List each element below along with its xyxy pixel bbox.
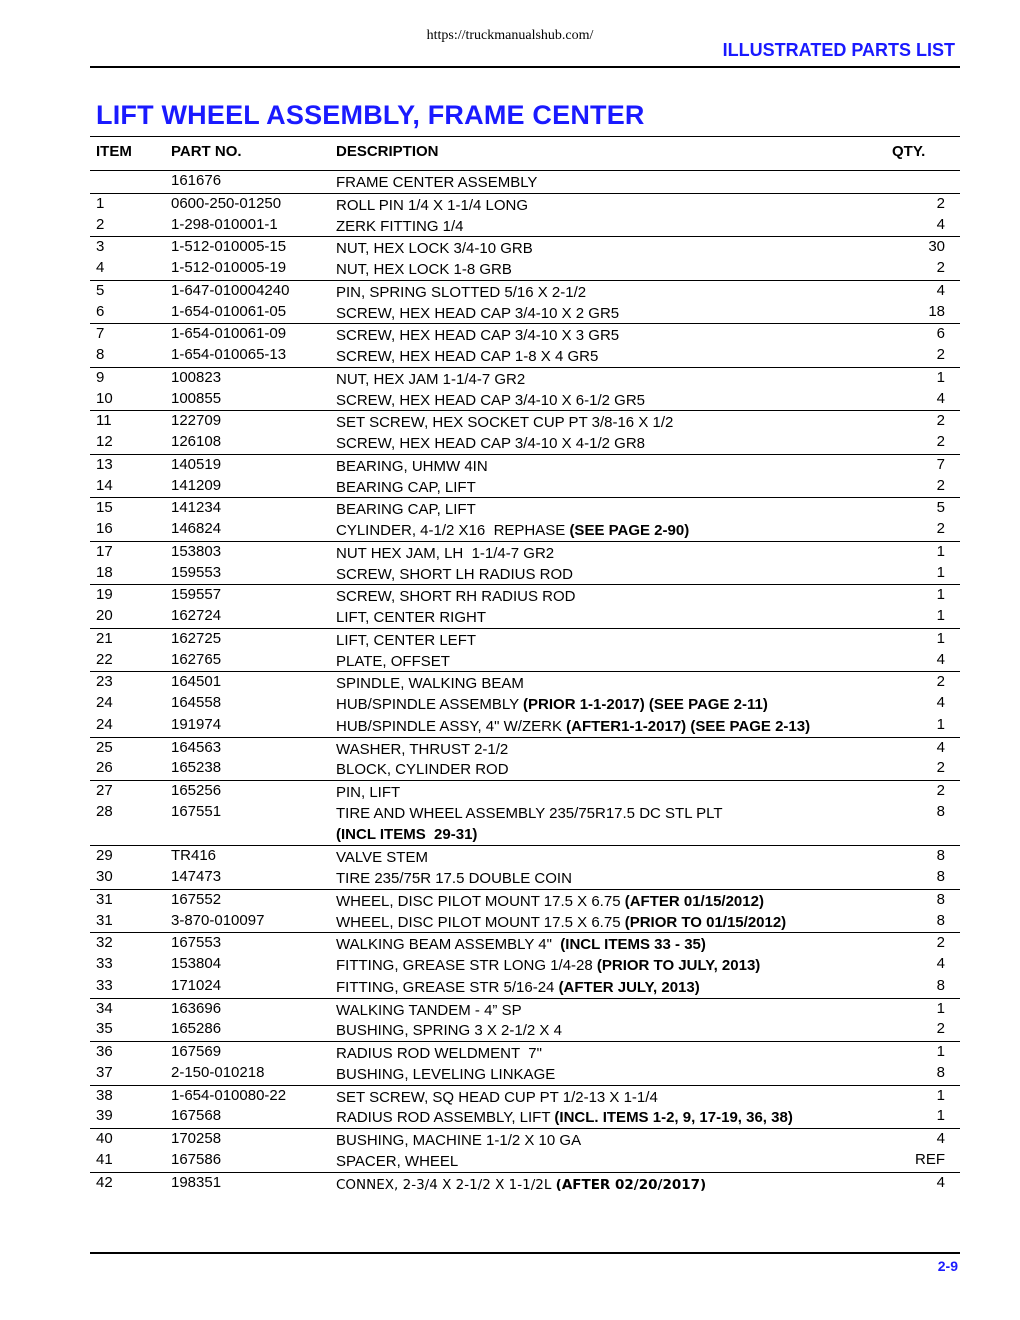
part-number: 198351 — [171, 1173, 222, 1191]
table-row — [90, 541, 960, 563]
quantity: 4 — [936, 1130, 945, 1147]
part-number: 171024 — [171, 976, 222, 994]
description-text: NUT, HEX JAM 1-1/4-7 GR2 — [336, 370, 526, 388]
item-number: 36 — [96, 1043, 113, 1060]
table-row — [90, 976, 960, 998]
quantity: 8 — [936, 847, 945, 865]
table-row — [90, 1085, 960, 1107]
table-row — [90, 911, 960, 933]
description-note: (AFTER 02/20/2017) — [555, 1176, 707, 1193]
quantity: 2 — [936, 346, 945, 363]
part-number: 159557 — [171, 586, 222, 604]
part-description — [336, 782, 906, 803]
part-number: 153803 — [171, 542, 222, 560]
description-note: (PRIOR TO 01/15/2012) — [624, 913, 787, 931]
description-text: SCREW, HEX HEAD CAP 1-8 X 4 GR5 — [336, 348, 599, 365]
item-number: 18 — [96, 563, 113, 581]
table-row — [90, 584, 960, 606]
column-headers — [96, 143, 960, 163]
quantity: 4 — [936, 281, 945, 299]
item-number: 24 — [96, 715, 113, 733]
table-row — [90, 454, 960, 476]
description-text: SCREW, HEX HEAD CAP 3/4-10 X 3 GR5 — [336, 327, 620, 345]
description-text: CYLINDER, 4-1/2 X16 REPHASE — [336, 522, 570, 539]
part-description — [336, 1000, 906, 1021]
part-number: 122709 — [171, 412, 222, 430]
table-row — [90, 1041, 960, 1063]
item-number: 28 — [96, 802, 113, 820]
table-row — [90, 715, 960, 737]
part-number: 167552 — [171, 890, 222, 908]
description-text: BUSHING, LEVELING LINKAGE — [336, 1065, 556, 1083]
page-title: LIFT WHEEL ASSEMBLY, FRAME CENTER — [96, 100, 645, 130]
part-description — [336, 282, 906, 303]
quantity: 8 — [936, 868, 945, 885]
description-text: PIN, LIFT — [336, 784, 401, 801]
part-description — [336, 1064, 906, 1085]
description-text: WALKING BEAM ASSEMBLY 4" — [336, 936, 561, 954]
part-number: 146824 — [171, 520, 222, 537]
description-text: LIFT, CENTER LEFT — [336, 631, 477, 649]
part-number: 0600-250-01250 — [171, 194, 282, 212]
description-text: BUSHING, SPRING 3 X 2-1/2 X 4 — [336, 1022, 562, 1040]
title-rule — [90, 136, 960, 137]
part-description — [336, 456, 906, 477]
table-row — [90, 1128, 960, 1150]
item-number: 20 — [96, 607, 113, 624]
description-text: WHEEL, DISC PILOT MOUNT 17.5 X 6.75 — [336, 913, 625, 931]
part-number: 1-654-010061-09 — [171, 325, 287, 343]
part-description — [336, 369, 906, 390]
description-text: BLOCK, CYLINDER ROD — [336, 761, 509, 779]
table-row — [90, 737, 960, 759]
description-text: FITTING, GREASE STR LONG 1/4-28 — [336, 957, 597, 974]
table-row — [90, 171, 960, 193]
table-row — [90, 258, 960, 280]
parts-table — [90, 171, 960, 1193]
item-number: 30 — [96, 868, 113, 885]
part-description — [336, 564, 906, 585]
quantity: 1 — [936, 563, 945, 581]
item-number: 33 — [96, 955, 113, 972]
part-number: 126108 — [171, 433, 222, 450]
part-description — [336, 477, 906, 498]
item-number: 5 — [96, 281, 105, 299]
item-number: 33 — [96, 976, 113, 994]
description-note: (INCL ITEMS 29-31) — [336, 825, 478, 843]
table-row — [90, 193, 960, 215]
quantity: 30 — [928, 238, 945, 256]
part-description — [336, 1107, 906, 1128]
part-description — [336, 1174, 906, 1196]
item-number: 16 — [96, 520, 113, 537]
part-description — [336, 891, 906, 912]
description-text: SET SCREW, HEX SOCKET CUP PT 3/8-16 X 1/2 — [336, 414, 674, 432]
item-number: 11 — [96, 412, 112, 430]
table-row — [90, 671, 960, 693]
part-description — [336, 977, 906, 998]
description-note: (AFTER1-1-2017) (SEE PAGE 2-13) — [566, 717, 811, 735]
part-description — [336, 868, 906, 889]
quantity: 1 — [936, 586, 945, 604]
item-number: 42 — [96, 1173, 113, 1191]
table-row — [90, 389, 960, 411]
table-row — [90, 780, 960, 802]
part-description — [336, 325, 906, 346]
quantity: 4 — [936, 650, 945, 668]
part-description — [336, 433, 906, 454]
description-text: TIRE 235/75R 17.5 DOUBLE COIN — [336, 870, 572, 887]
part-description — [336, 1130, 906, 1151]
part-number: 1-654-010080-22 — [171, 1086, 287, 1104]
part-number: 3-870-010097 — [171, 911, 265, 929]
item-number: 9 — [96, 368, 105, 386]
description-text: PIN, SPRING SLOTTED 5/16 X 2-1/2 — [336, 283, 587, 301]
description-text: WALKING TANDEM - 4” SP — [336, 1001, 522, 1019]
item-number: 19 — [96, 586, 113, 604]
source-url: https://truckmanualshub.com/ — [426, 28, 594, 43]
table-row — [90, 497, 960, 519]
item-number: 34 — [96, 999, 113, 1017]
part-description — [336, 520, 906, 541]
table-row — [90, 606, 960, 628]
description-text: BEARING CAP, LIFT — [336, 478, 476, 496]
description-text: SCREW, HEX HEAD CAP 3/4-10 X 6-1/2 GR5 — [336, 391, 646, 409]
table-row — [90, 693, 960, 715]
quantity: 2 — [936, 934, 945, 952]
page-number: 2-9 — [937, 1258, 958, 1274]
part-number: 162725 — [171, 629, 222, 647]
item-number: 23 — [96, 673, 113, 691]
quantity: 1 — [936, 1107, 945, 1125]
item-number: 2 — [96, 215, 105, 233]
part-number: 165286 — [171, 1020, 222, 1038]
quantity: 2 — [936, 782, 945, 799]
description-text: SCREW, SHORT LH RADIUS ROD — [336, 565, 573, 583]
part-description — [336, 630, 906, 651]
part-number: 161676 — [171, 172, 222, 189]
item-number: 7 — [96, 325, 105, 343]
description-text: BEARING CAP, LIFT — [336, 501, 476, 519]
table-row — [90, 236, 960, 258]
description-text: RADIUS ROD ASSEMBLY, LIFT — [336, 1109, 555, 1127]
quantity: 7 — [936, 455, 945, 473]
item-number: 4 — [96, 259, 105, 276]
table-row — [90, 302, 960, 324]
quantity: 2 — [936, 412, 945, 430]
item-number: 31 — [96, 911, 113, 929]
part-description — [336, 346, 906, 367]
table-row — [90, 1150, 960, 1172]
description-note: (SEE PAGE 2-90) — [569, 522, 690, 539]
description-text: WHEEL, DISC PILOT MOUNT 17.5 X 6.75 — [336, 892, 625, 910]
description-text: BUSHING, MACHINE 1-1/2 X 10 GA — [336, 1132, 582, 1149]
item-number: 3 — [96, 238, 105, 256]
quantity: 8 — [936, 802, 945, 820]
quantity: 2 — [936, 673, 945, 691]
quantity: 1 — [936, 999, 945, 1017]
quantity: 1 — [936, 542, 945, 560]
quantity: REF — [915, 1150, 945, 1168]
header-rule — [90, 66, 960, 68]
item-number: 13 — [96, 455, 113, 473]
quantity: 2 — [936, 759, 945, 777]
item-number: 27 — [96, 782, 113, 799]
part-description — [336, 172, 906, 193]
part-description — [336, 1020, 906, 1041]
footer-rule — [90, 1252, 960, 1254]
description-text: SCREW, HEX HEAD CAP 3/4-10 X 2 GR5 — [336, 304, 620, 322]
part-description — [336, 847, 906, 868]
item-number: 40 — [96, 1130, 113, 1147]
description-note: (INCL ITEMS 33 - 35) — [560, 936, 706, 954]
table-row — [90, 563, 960, 585]
table-row — [90, 802, 960, 846]
quantity: 2 — [936, 1020, 945, 1038]
part-description — [336, 651, 906, 672]
table-row — [90, 215, 960, 237]
item-number: 25 — [96, 738, 113, 756]
description-text: ROLL PIN 1/4 X 1-1/4 LONG — [336, 196, 529, 214]
part-number: 165238 — [171, 759, 222, 777]
quantity: 4 — [936, 738, 945, 756]
table-row — [90, 758, 960, 780]
table-row — [90, 323, 960, 345]
quantity: 1 — [936, 607, 945, 624]
quantity: 4 — [936, 694, 945, 711]
part-description — [336, 543, 906, 564]
part-number: 1-654-010065-13 — [171, 346, 287, 363]
quantity: 6 — [936, 325, 945, 343]
part-number: 141209 — [171, 476, 222, 494]
description-text: SPINDLE, WALKING BEAM — [336, 675, 524, 693]
column-header-description: DESCRIPTION — [336, 143, 439, 160]
part-number: 100823 — [171, 368, 222, 386]
part-number: 1-512-010005-15 — [171, 238, 287, 256]
part-number: 167553 — [171, 934, 222, 952]
item-number: 35 — [96, 1020, 113, 1038]
item-number: 21 — [96, 629, 113, 647]
description-text: HUB/SPINDLE ASSY, 4" W/ZERK — [336, 717, 567, 735]
description-note: (PRIOR 1-1-2017) (SEE PAGE 2-11) — [523, 696, 768, 713]
part-number: 1-298-010001-1 — [171, 215, 278, 233]
part-number: 170258 — [171, 1130, 222, 1147]
description-text: SCREW, SHORT RH RADIUS ROD — [336, 588, 576, 606]
item-number: 38 — [96, 1086, 113, 1104]
part-number: 1-512-010005-19 — [171, 259, 287, 276]
table-row — [90, 1106, 960, 1128]
part-number: 167568 — [171, 1107, 222, 1125]
item-number: 31 — [96, 890, 113, 908]
item-number: 41 — [96, 1150, 113, 1168]
part-number: 100855 — [171, 389, 222, 407]
part-number: 1-647-010004240 — [171, 281, 290, 299]
item-number: 6 — [96, 302, 105, 320]
description-note: (INCL. ITEMS 1-2, 9, 17-19, 36, 38) — [554, 1109, 793, 1127]
part-number: 167569 — [171, 1043, 222, 1060]
part-description — [336, 739, 906, 760]
part-number: TR416 — [171, 847, 217, 865]
part-description — [336, 412, 906, 433]
quantity: 8 — [936, 911, 945, 929]
part-number: 167586 — [171, 1150, 222, 1168]
table-row — [90, 432, 960, 454]
quantity: 18 — [928, 302, 945, 320]
item-number: 26 — [96, 759, 113, 777]
table-row — [90, 954, 960, 976]
column-header-item: ITEM — [96, 143, 132, 160]
quantity: 4 — [936, 215, 945, 233]
part-description — [336, 694, 906, 715]
part-description — [336, 803, 906, 845]
item-number: 32 — [96, 934, 113, 952]
table-row — [90, 410, 960, 432]
quantity: 2 — [936, 476, 945, 494]
table-row — [90, 367, 960, 389]
part-number: 162765 — [171, 650, 222, 668]
description-text: FITTING, GREASE STR 5/16-24 — [336, 978, 559, 996]
table-row — [90, 867, 960, 889]
part-number: 159553 — [171, 563, 222, 581]
item-number: 29 — [96, 847, 113, 865]
part-number: 147473 — [171, 868, 222, 885]
table-row — [90, 1063, 960, 1085]
part-description — [336, 195, 906, 216]
description-text: ZERK FITTING 1/4 — [336, 217, 464, 235]
quantity: 8 — [936, 976, 945, 994]
table-row — [90, 1019, 960, 1041]
item-number: 12 — [96, 433, 113, 450]
description-text: VALVE STEM — [336, 849, 428, 867]
section-header: ILLUSTRATED PARTS LIST — [722, 40, 955, 60]
description-text: PLATE, OFFSET — [336, 652, 450, 670]
description-text: NUT, HEX LOCK 1-8 GRB — [336, 261, 512, 278]
quantity: 8 — [936, 890, 945, 908]
part-number: 165256 — [171, 782, 222, 799]
part-description — [336, 716, 906, 737]
table-row — [90, 650, 960, 672]
description-note: (AFTER 01/15/2012) — [624, 892, 764, 910]
quantity: 4 — [936, 1173, 945, 1191]
table-row — [90, 845, 960, 867]
part-description — [336, 303, 906, 324]
table-row — [90, 889, 960, 911]
quantity: 8 — [936, 1063, 945, 1081]
item-number: 14 — [96, 476, 113, 494]
description-text: TIRE AND WHEEL ASSEMBLY 235/75R17.5 DC STL PLT — [336, 804, 723, 822]
part-description — [336, 955, 906, 976]
table-row — [90, 998, 960, 1020]
item-number: 37 — [96, 1063, 113, 1081]
column-header-qty: QTY. — [892, 143, 926, 160]
part-number: 141234 — [171, 499, 222, 517]
description-text: HUB/SPINDLE ASSEMBLY — [336, 696, 524, 713]
quantity: 4 — [936, 955, 945, 972]
part-number: 164558 — [171, 694, 222, 711]
item-number: 15 — [96, 499, 113, 517]
part-description — [336, 216, 906, 237]
description-text: WASHER, THRUST 2-1/2 — [336, 740, 509, 758]
description-text: NUT HEX JAM, LH 1-1/4-7 GR2 — [336, 544, 555, 562]
quantity: 1 — [936, 629, 945, 647]
part-number: 164563 — [171, 738, 222, 756]
item-number: 39 — [96, 1107, 113, 1125]
description-note: (PRIOR TO JULY, 2013) — [596, 957, 761, 974]
part-description — [336, 912, 906, 933]
part-number: 140519 — [171, 455, 222, 473]
part-number: 1-654-010061-05 — [171, 302, 287, 320]
quantity: 1 — [936, 715, 945, 733]
description-note: (AFTER JULY, 2013) — [558, 978, 700, 996]
quantity: 2 — [936, 520, 945, 537]
description-text: BEARING, UHMW 4IN — [336, 457, 488, 475]
table-row — [90, 280, 960, 302]
description-text: RADIUS ROD WELDMENT 7" — [336, 1045, 542, 1062]
part-description — [336, 238, 906, 259]
part-number: 2-150-010218 — [171, 1063, 265, 1081]
part-number: 167551 — [171, 802, 222, 820]
quantity: 1 — [936, 1086, 945, 1104]
table-row — [90, 345, 960, 367]
part-number: 164501 — [171, 673, 222, 691]
item-number: 17 — [96, 542, 113, 560]
table-row — [90, 628, 960, 650]
part-number: 191974 — [171, 715, 222, 733]
quantity: 2 — [936, 194, 945, 212]
part-description — [336, 607, 906, 628]
table-row — [90, 932, 960, 954]
part-description — [336, 1043, 906, 1064]
item-number: 8 — [96, 346, 105, 363]
description-text: CONNEX, 2-3/4 X 2-1/2 X 1-1/2L — [336, 1176, 556, 1193]
part-description — [336, 673, 906, 694]
part-description — [336, 259, 906, 280]
part-description — [336, 934, 906, 955]
table-row — [90, 476, 960, 498]
part-description — [336, 1151, 906, 1172]
part-description — [336, 390, 906, 411]
item-number: 24 — [96, 694, 113, 711]
description-text: SCREW, HEX HEAD CAP 3/4-10 X 4-1/2 GR8 — [336, 435, 646, 452]
item-number: 1 — [96, 194, 105, 212]
description-text: SPACER, WHEEL — [336, 1152, 459, 1170]
description-text: LIFT, CENTER RIGHT — [336, 609, 487, 626]
part-description — [336, 1087, 906, 1108]
description-text: NUT, HEX LOCK 3/4-10 GRB — [336, 240, 533, 258]
part-description — [336, 586, 906, 607]
quantity: 2 — [936, 433, 945, 450]
quantity: 4 — [936, 389, 945, 407]
column-header-part-no: PART NO. — [171, 143, 242, 160]
table-row — [90, 519, 960, 541]
quantity: 2 — [936, 259, 945, 276]
part-number: 162724 — [171, 607, 222, 624]
quantity: 5 — [936, 499, 945, 517]
table-row — [90, 1172, 960, 1194]
item-number: 22 — [96, 650, 113, 668]
part-number: 163696 — [171, 999, 222, 1017]
description-text: SET SCREW, SQ HEAD CUP PT 1/2-13 X 1-1/4 — [336, 1088, 658, 1106]
description-text: FRAME CENTER ASSEMBLY — [336, 174, 538, 191]
part-description — [336, 759, 906, 780]
part-number: 153804 — [171, 955, 222, 972]
item-number: 10 — [96, 389, 113, 407]
quantity: 1 — [936, 368, 945, 386]
quantity: 1 — [936, 1043, 945, 1060]
part-description — [336, 499, 906, 520]
